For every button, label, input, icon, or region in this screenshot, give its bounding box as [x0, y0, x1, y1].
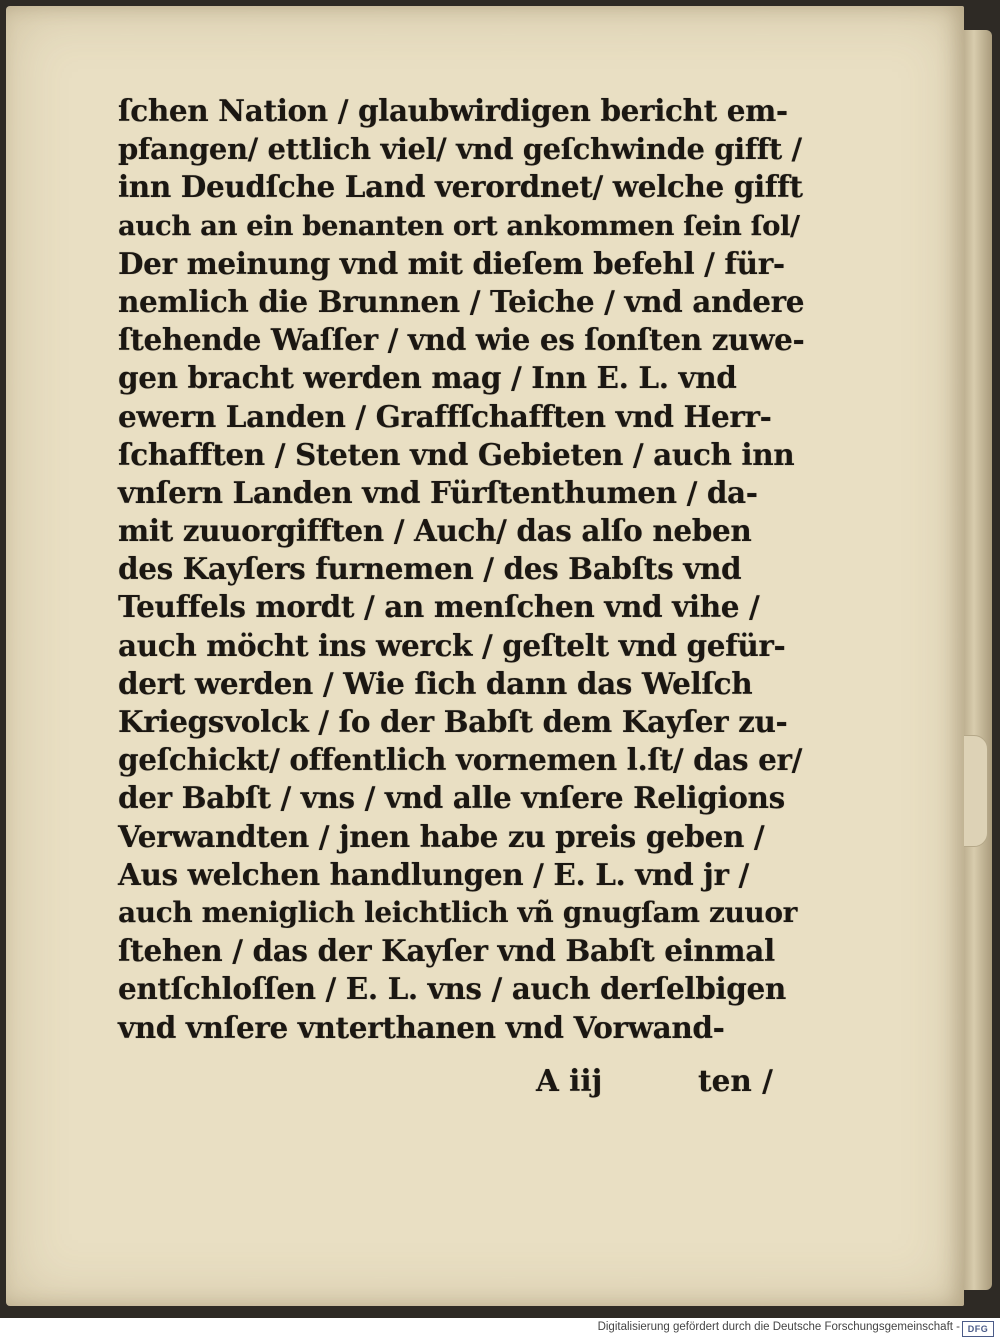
page-foot [118, 1062, 808, 1100]
text-line: ewern Landen / Graffſchafften vnd Herr- [118, 398, 772, 434]
text-line: Der meinung vnd mit dieſem befehl / für- [118, 245, 785, 281]
text-line: auch möcht ins werck / geſtelt vnd gefür- [118, 627, 786, 663]
text-line: entſchloſſen / E. L. vns / auch derſelbigen [118, 971, 786, 1007]
text-line: Teuffels mordt / an menſchen vnd vihe / [118, 589, 760, 625]
text-line: Kriegsvolck / ſo der Babſt dem Kayſer zu- [118, 704, 788, 739]
text-line: pfangen/ ettlich viel/ vnd geſchwinde gifft / [118, 132, 802, 167]
text-line: nemlich die Brunnen / Teiche / vnd andere [118, 283, 805, 319]
text-line: mit zuuorgifften / Auch/ das alſo neben [118, 513, 752, 549]
text-line: auch an ein benanten ort ankommen ſein ſol/ [118, 209, 800, 242]
dfg-logo: DFG [962, 1321, 994, 1337]
text-line: des Kayſers furnemen / des Babſts vnd [118, 551, 742, 587]
text-line: gen bracht werden mag / Inn E. L. vnd [118, 360, 737, 396]
text-line: vnd vnſere vnterthanen vnd Vorwand- [118, 1009, 725, 1045]
text-line: dert werden / Wie ſich dann das Welſch [118, 665, 753, 701]
text-line: der Babſt / vns / vnd alle vnſere Religions [118, 780, 785, 816]
text-line: Aus welchen handlungen / E. L. vnd jr / [118, 856, 749, 892]
funding-credit: Digitalisierung gefördert durch die Deutsche Forschungsgemeinschaft - [597, 1321, 960, 1333]
text-line: auch meniglich leichtlich vñ gnugſam zuuor [118, 895, 798, 929]
page-edge [962, 30, 992, 1290]
text-line: ſchen Nation / glaubwirdigen bericht em- [118, 93, 788, 128]
footer-bar [0, 1318, 1000, 1339]
text-line: geſchickt/ offentlich vornemen l.ſt/ das er/ [118, 742, 802, 778]
text-line: ſchafften / Steten vnd Gebieten / auch inn [118, 436, 795, 472]
signature-mark: A iij [536, 1063, 603, 1098]
text-line: inn Deudſche Land verordnet/ welche gifft [118, 169, 803, 205]
text-line: Verwandten / jnen habe zu preis geben / [118, 818, 765, 854]
body-text [118, 92, 808, 1047]
text-line: ſtehende Waſſer / vnd wie es ſonſten zuwe- [118, 322, 805, 358]
text-line: ſtehen / das der Kayſer vnd Babſt einmal [118, 933, 775, 969]
catchword: ten / [698, 1063, 773, 1098]
text-line: vnſern Landen vnd Fürſtenthumen / da- [118, 474, 758, 510]
